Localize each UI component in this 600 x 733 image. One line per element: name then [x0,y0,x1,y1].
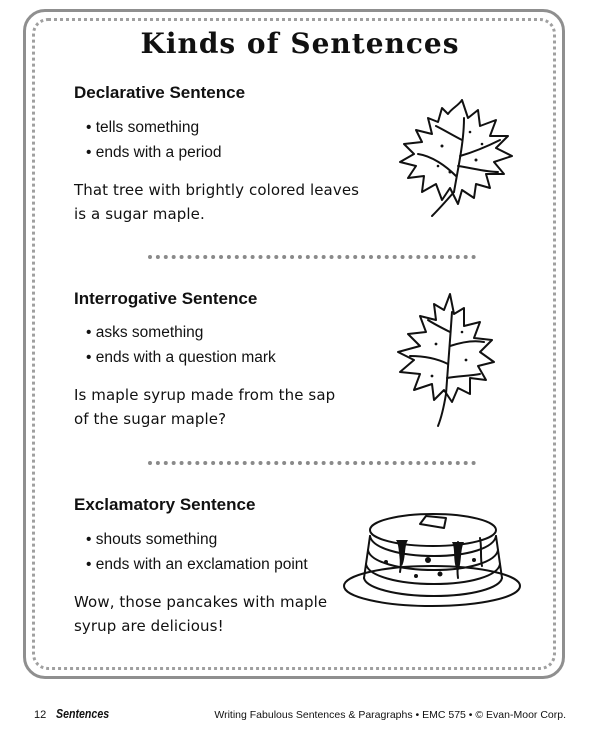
section-divider [148,255,476,259]
footer-section-title: Sentences [56,707,110,721]
section-heading-exclamatory: Exclamatory Sentence [74,495,256,514]
oak-leaf-icon [380,290,505,430]
bullet-item: • asks something [86,323,276,348]
bullet-item: • tells something [86,118,222,143]
example-line: Is maple syrup made from the sap [74,386,336,404]
section-heading-interrogative: Interrogative Sentence [74,289,258,308]
example-line: of the sugar maple? [74,410,227,428]
example-line: is a sugar maple. [74,205,205,223]
bullet-list-interrogative [86,323,276,373]
bullet-item: • shouts something [86,530,308,555]
pancake-stack-icon [340,502,525,612]
example-line: That tree with brightly colored leaves [74,181,360,199]
section-divider [148,461,476,465]
section-heading-declarative: Declarative Sentence [74,83,246,102]
page-title: Kinds of Sentences [140,27,460,60]
bullet-item: • ends with a question mark [86,348,276,373]
bullet-list-declarative [86,118,222,168]
bullet-list-exclamatory [86,530,308,580]
example-declarative [74,178,374,226]
bullet-item: • ends with a period [86,143,222,168]
example-interrogative [74,383,374,431]
page-number: 12 [34,709,47,721]
example-exclamatory [74,590,374,638]
example-line: syrup are delicious! [74,617,224,635]
example-line: Wow, those pancakes with maple [74,593,328,611]
footer-credit: Writing Fabulous Sentences & Paragraphs • EMC 575 • © Evan-Moor Corp. [214,709,566,721]
bullet-item: • ends with an exclamation point [86,555,308,580]
maple-leaf-icon [392,96,522,221]
